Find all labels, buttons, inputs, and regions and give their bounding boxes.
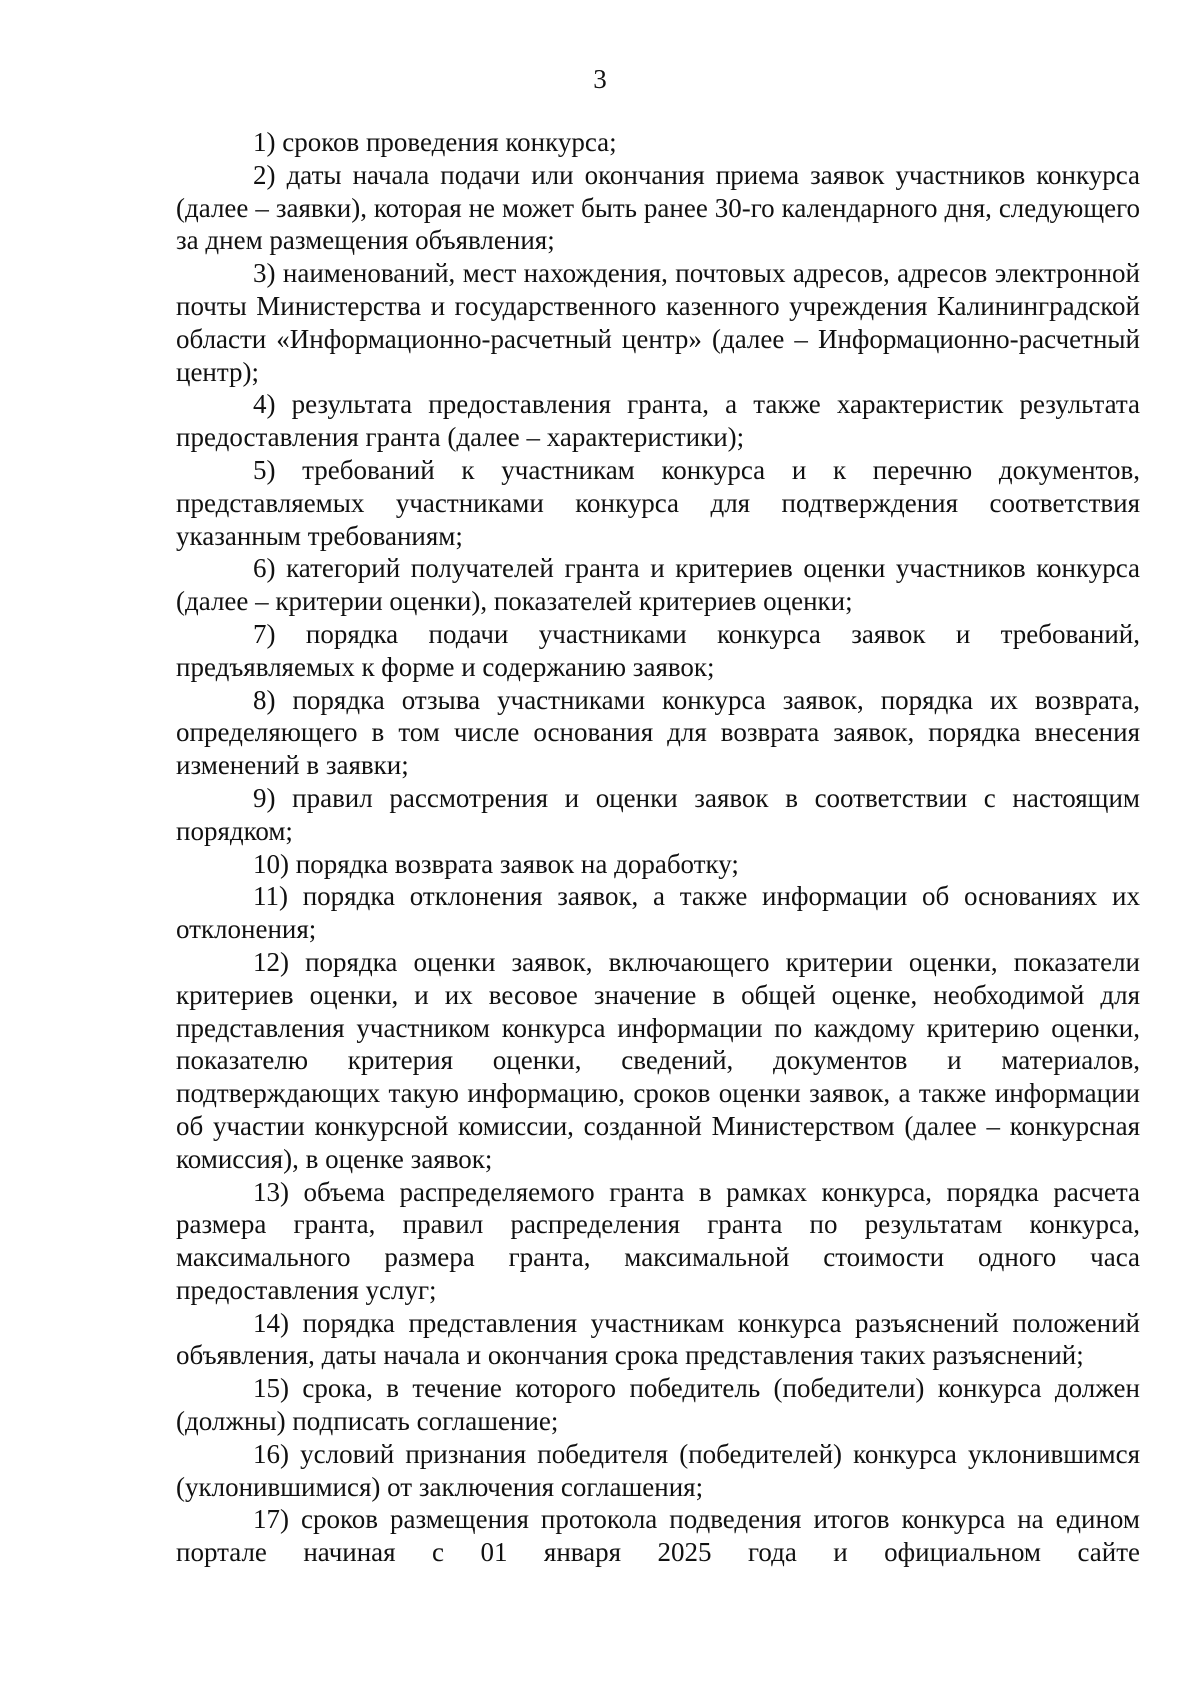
list-item: 6) категорий получателей гранта и критериев оценки участников конкурса (далее – критерии оценки), показателей критериев оценки; <box>176 553 1140 617</box>
list-item: 9) правил рассмотрения и оценки заявок в соответствии с настоящим порядком; <box>176 782 1140 846</box>
list-item: 3) наименований, мест нахождения, почтовых адресов, адресов электронной почты Министерства и государственного казенного учреждения Калининградской области «Информационно-расчетный центр» (далее – Информационно-расчетный центр); <box>176 258 1140 387</box>
list-item: 13) объема распределяемого гранта в рамках конкурса, порядка расчета размера гранта, правил распределения гранта по результатам конкурса, максимального размера гранта, максимальной стоимости одного часа предоставления услуг; <box>176 1176 1140 1305</box>
list-item: 4) результата предоставления гранта, а также характеристик результата предоставления гранта (далее – характеристики); <box>176 389 1140 453</box>
list-item: 12) порядка оценки заявок, включающего критерии оценки, показатели критериев оценки, и их весовое значение в общей оценке, необходимой для представления участником конкурса информации по каждому критерию оценки, показателю критерия оценки, сведений, документов и материалов, подтверждающих такую информацию, сроков оценки заявок, а также информации об участии конкурсной комиссии, созданной Министерством (далее – конкурсная комиссия), в оценке заявок; <box>176 946 1140 1174</box>
list-item: 16) условий признания победителя (победителей) конкурса уклонившимся (уклонившимися) от заключения соглашения; <box>176 1438 1140 1502</box>
list-item: 11) порядка отклонения заявок, а также информации об основаниях их отклонения; <box>176 881 1140 945</box>
list-item: 17) сроков размещения протокола подведения итогов конкурса на едином портале начиная с 01 января 2025 года и официальном сайте <box>176 1504 1140 1568</box>
list-item: 1) сроков проведения конкурса; <box>253 127 617 157</box>
document-body <box>176 126 1140 1569</box>
list-item: 8) порядка отзыва участниками конкурса заявок, порядка их возврата, определяющего в том числе основания для возврата заявок, порядка внесения изменений в заявки; <box>176 684 1140 781</box>
list-item: 14) порядка представления участникам конкурса разъяснений положений объявления, даты начала и окончания срока представления таких разъяснений; <box>176 1307 1140 1371</box>
list-item: 5) требований к участникам конкурса и к перечню документов, представляемых участниками конкурса для подтверждения соответствия указанным требованиям; <box>176 454 1140 551</box>
list-item: 15) срока, в течение которого победитель (победители) конкурса должен (должны) подписать соглашение; <box>176 1373 1140 1437</box>
list-item: 2) даты начала подачи или окончания приема заявок участников конкурса (далее – заявки), которая не может быть ранее 30-го календарного дня, следующего за днем размещения объявления; <box>176 159 1140 256</box>
list-item: 10) порядка возврата заявок на доработку; <box>253 848 739 879</box>
page-number: 3 <box>593 64 607 94</box>
list-item: 7) порядка подачи участниками конкурса заявок и требований, предъявляемых к форме и содержанию заявок; <box>176 618 1140 682</box>
